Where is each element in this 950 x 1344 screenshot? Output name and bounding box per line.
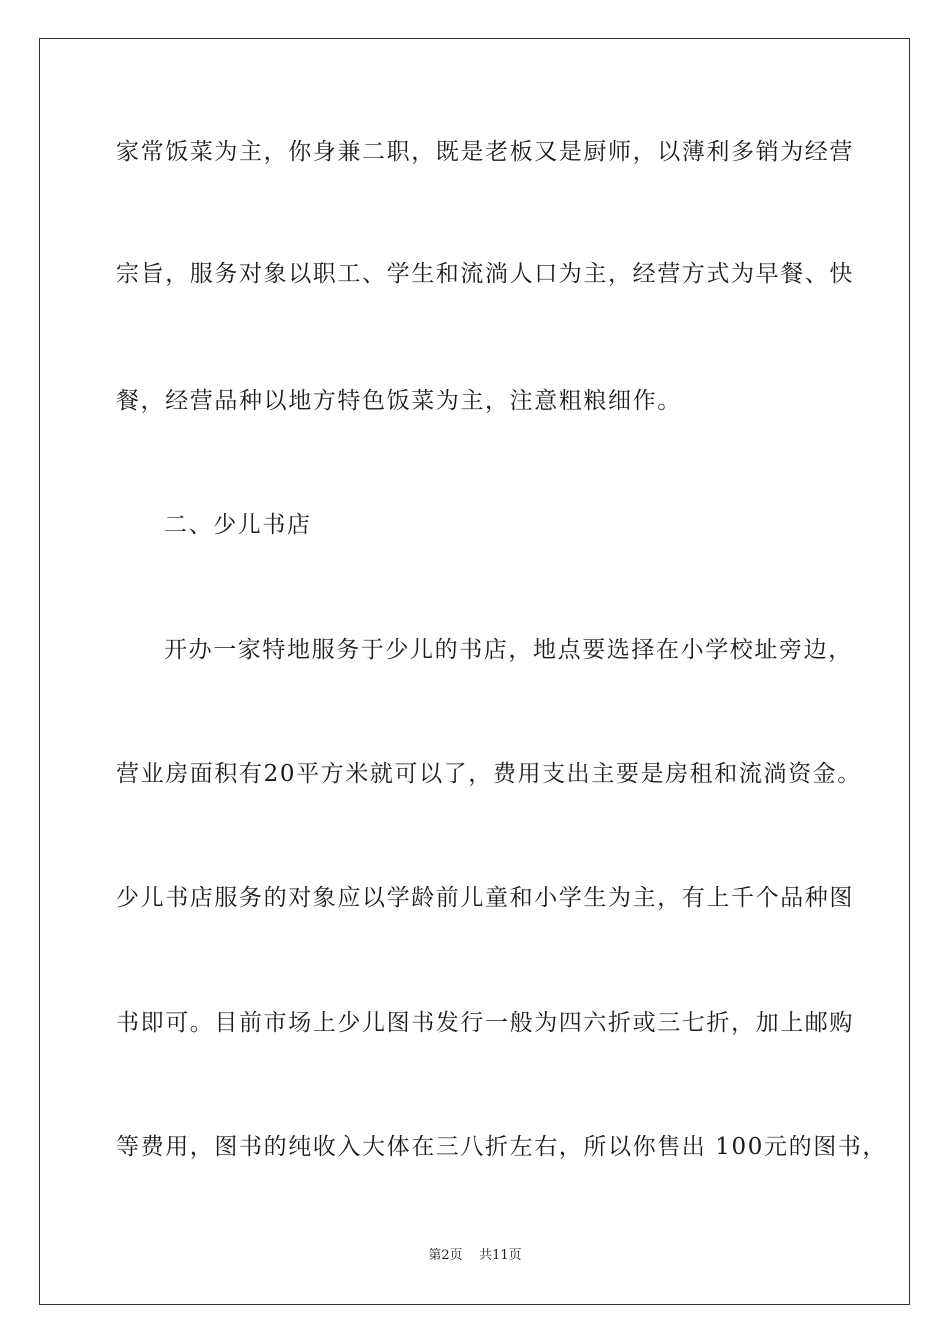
body-line-3: 餐，经营品种以地方特色饭菜为主，注意粗粮细作。 [116,388,682,414]
page-frame [39,38,910,1305]
body-line-2: 宗旨，服务对象以职工、学生和流淌人口为主，经营方式为早餐、快 [116,261,854,287]
body-line-9: 等费用，图书的纯收入大体在三八折左右，所以你售出 100元的图书， [116,1134,888,1160]
section-heading: 二、少儿书店 [164,512,312,538]
body-line-6: 营业房面积有20平方米就可以了，费用支出主要是房租和流淌资金。 [116,761,862,787]
page-total: 共11页 [479,1248,522,1263]
page-number: 第2页 [428,1248,463,1263]
body-line-5: 开办一家特地服务于少儿的书店，地点要选择在小学校址旁边， [164,637,853,663]
page-footer [0,1247,950,1265]
body-line-1: 家常饭菜为主，你身兼二职，既是老板又是厨师，以薄利多销为经营 [116,139,854,165]
body-line-8: 书即可。目前市场上少儿图书发行一般为四六折或三七折，加上邮购 [116,1010,854,1036]
body-line-7: 少儿书店服务的对象应以学龄前儿童和小学生为主，有上千个品种图 [116,885,854,911]
